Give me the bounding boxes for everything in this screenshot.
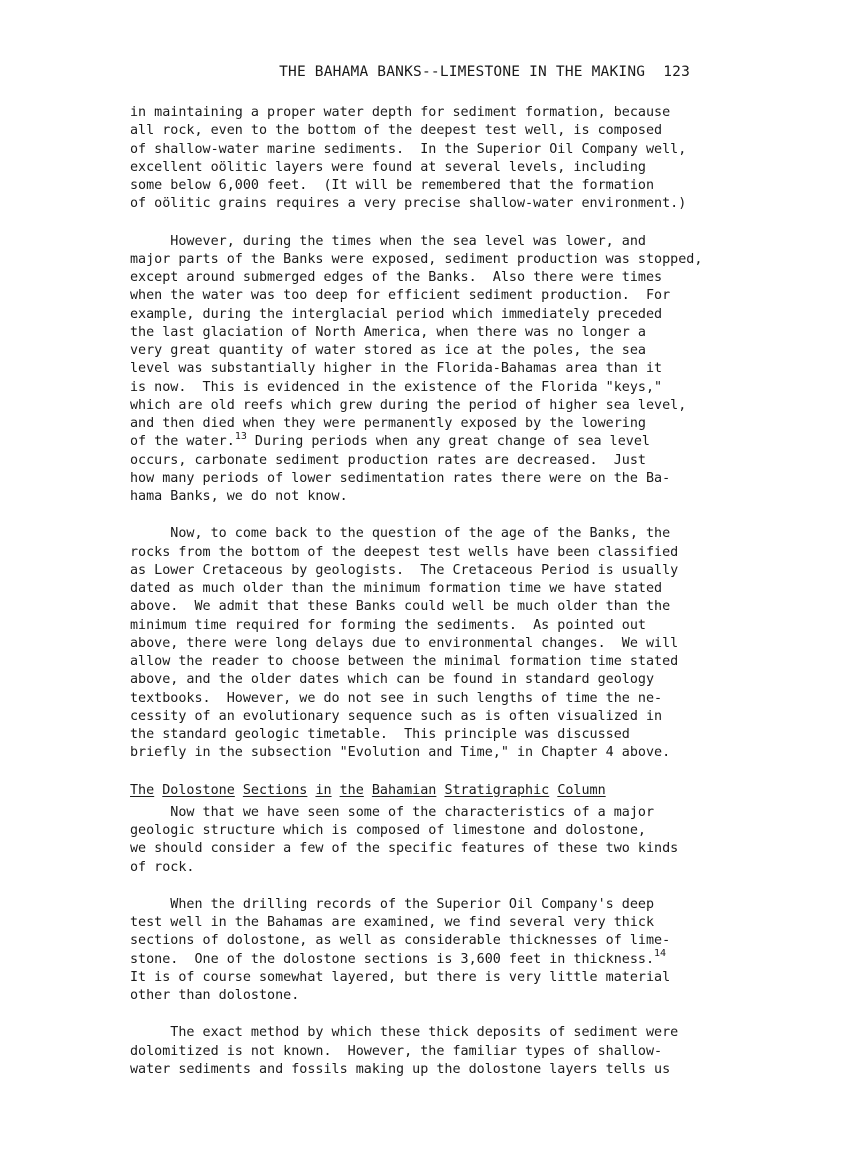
line-text: minimum time required for forming the sediments. As pointed out <box>130 617 646 633</box>
body-text <box>130 104 710 1098</box>
text-line <box>130 726 710 744</box>
text-line <box>130 342 710 360</box>
heading-word: in <box>315 782 332 798</box>
line-text: the last glaciation of North America, when there was no longer a <box>130 324 646 340</box>
text-line <box>130 141 710 159</box>
text-line <box>130 598 710 616</box>
text-line <box>130 430 710 451</box>
text-line <box>130 690 710 708</box>
line-text: except around submerged edges of the Banks. Also there were times <box>130 270 663 285</box>
text-line <box>130 948 710 969</box>
text-block-lower <box>130 804 710 1079</box>
text-line <box>130 177 710 195</box>
text-line <box>130 287 710 305</box>
line-text: Now, to come back to the question of the age of the Banks, the <box>130 526 671 542</box>
line-text: and then died when they were permanently exposed by the lowering <box>130 416 646 431</box>
page-number: 123 <box>663 64 690 80</box>
text-line <box>130 653 710 671</box>
text-line <box>130 269 710 287</box>
line-text: When the drilling records of the Superior Oil Company's deep <box>130 896 655 912</box>
text-line <box>130 804 710 822</box>
heading-word: Dolostone <box>162 782 235 798</box>
paragraph <box>130 525 710 762</box>
line-text: of rock. <box>130 859 195 875</box>
line-text: major parts of the Banks were exposed, sediment production was stopped, <box>130 251 703 267</box>
line-text-continued: During periods when any great change of sea level <box>246 434 650 450</box>
text-line <box>130 324 710 342</box>
paragraph <box>130 104 710 214</box>
line-text: briefly in the subsection "Evolution and Time," in Chapter 4 above. <box>130 745 671 761</box>
text-line <box>130 251 710 269</box>
footnote-reference: 14 <box>654 948 667 960</box>
line-text: dated as much older than the minimum formation time we have stated <box>130 581 663 596</box>
text-line <box>130 233 710 251</box>
line-text: how many periods of lower sedimentation rates there were on the Ba- <box>130 470 671 486</box>
paragraph <box>130 896 710 1006</box>
line-text: hama Banks, we do not know. <box>130 489 348 504</box>
text-line <box>130 840 710 858</box>
line-text: other than dolostone. <box>130 988 300 1003</box>
section-heading <box>130 782 710 800</box>
text-line <box>130 104 710 122</box>
line-text: test well in the Bahamas are examined, we find several very thick <box>130 915 655 930</box>
line-text: rocks from the bottom of the deepest test wells have been classified <box>130 544 679 560</box>
line-text: which are old reefs which grew during the period of higher sea level, <box>130 397 687 413</box>
footnote-reference: 13 <box>234 430 247 442</box>
text-line <box>130 195 710 213</box>
text-line <box>130 397 710 415</box>
line-text: of oölitic grains requires a very precise shallow-water environment.) <box>130 196 687 212</box>
text-line <box>130 1043 710 1061</box>
line-text: we should consider a few of the specific features of these two kinds <box>130 841 679 857</box>
line-text: textbooks. However, we do not see in such lengths of time the ne- <box>130 690 663 706</box>
paragraph <box>130 804 710 877</box>
text-line <box>130 822 710 840</box>
text-line <box>130 914 710 932</box>
text-line <box>130 159 710 177</box>
line-text: geologic structure which is composed of limestone and dolostone, <box>130 823 646 838</box>
paragraph <box>130 1024 710 1079</box>
text-line <box>130 708 710 726</box>
line-text: some below 6,000 feet. (It will be remembered that the formation <box>130 178 655 193</box>
paragraph <box>130 233 710 507</box>
line-text: of shallow-water marine sediments. In the Superior Oil Company well, <box>130 141 687 157</box>
heading-word: Bahamian <box>371 782 437 798</box>
line-text: sections of dolostone, as well as considerable thicknesses of lime- <box>130 933 671 949</box>
text-line <box>130 452 710 470</box>
heading-word: The <box>130 782 155 798</box>
text-line <box>130 617 710 635</box>
text-line <box>130 896 710 914</box>
line-text: cessity of an evolutionary sequence such as is often visualized in <box>130 708 663 724</box>
text-line <box>130 744 710 762</box>
text-line <box>130 544 710 562</box>
line-text: above, there were long delays due to environmental changes. We will <box>130 635 679 651</box>
line-text: It is of course somewhat layered, but there is very little material <box>130 969 671 985</box>
text-line <box>130 932 710 950</box>
line-text: is now. This is evidenced in the existence of the Florida "keys," <box>130 379 663 395</box>
text-line <box>130 671 710 689</box>
text-line <box>130 635 710 653</box>
line-text: of the water. <box>130 434 235 450</box>
line-text: water sediments and fossils making up the dolostone layers tells us <box>130 1061 671 1077</box>
text-block-upper <box>130 104 710 763</box>
line-text: The exact method by which these thick deposits of sediment were <box>130 1025 679 1041</box>
text-line <box>130 562 710 580</box>
text-line <box>130 360 710 378</box>
line-text: Now that we have seen some of the characteristics of a major <box>130 804 655 820</box>
text-line <box>130 987 710 1005</box>
line-text: when the water was too deep for efficient sediment production. For <box>130 288 671 304</box>
line-text: stone. One of the dolostone sections is 3,600 feet in thickness. <box>130 951 655 967</box>
text-line <box>130 122 710 140</box>
running-title: THE BAHAMA BANKS--LIMESTONE IN THE MAKING <box>279 64 646 80</box>
text-line <box>130 488 710 506</box>
line-text: all rock, even to the bottom of the deepest test well, is composed <box>130 123 663 139</box>
text-line <box>130 415 710 433</box>
line-text: occurs, carbonate sediment production rates are decreased. Just <box>130 452 646 468</box>
line-text: dolomitized is not known. However, the familiar types of shallow- <box>130 1043 663 1059</box>
heading-word: Stratigraphic <box>444 782 550 798</box>
text-line <box>130 1024 710 1042</box>
line-text: example, during the interglacial period which immediately preceded <box>130 306 663 322</box>
heading-word: the <box>339 782 364 798</box>
line-text: above, and the older dates which can be found in standard geology <box>130 672 655 688</box>
text-line <box>130 525 710 543</box>
line-text: excellent oölitic layers were found at several levels, including <box>130 159 646 175</box>
line-text: as Lower Cretaceous by geologists. The Cretaceous Period is usually <box>130 562 679 578</box>
text-line <box>130 470 710 488</box>
line-text: However, during the times when the sea level was lower, and <box>130 233 646 249</box>
text-line <box>130 969 710 987</box>
line-text: very great quantity of water stored as ice at the poles, the sea <box>130 343 646 358</box>
text-line <box>130 580 710 598</box>
text-line <box>130 859 710 877</box>
text-line <box>130 1061 710 1079</box>
line-text: allow the reader to choose between the minimal formation time stated <box>130 654 679 669</box>
line-text: the standard geologic timetable. This principle was discussed <box>130 727 630 742</box>
text-line <box>130 306 710 324</box>
line-text: above. We admit that these Banks could well be much older than the <box>130 599 671 615</box>
line-text: in maintaining a proper water depth for sediment formation, because <box>130 105 671 120</box>
text-line <box>130 379 710 397</box>
heading-word: Sections <box>242 782 308 798</box>
line-text: level was substantially higher in the Florida-Bahamas area than it <box>130 361 663 377</box>
heading-word: Column <box>557 782 606 798</box>
running-header <box>130 64 690 80</box>
